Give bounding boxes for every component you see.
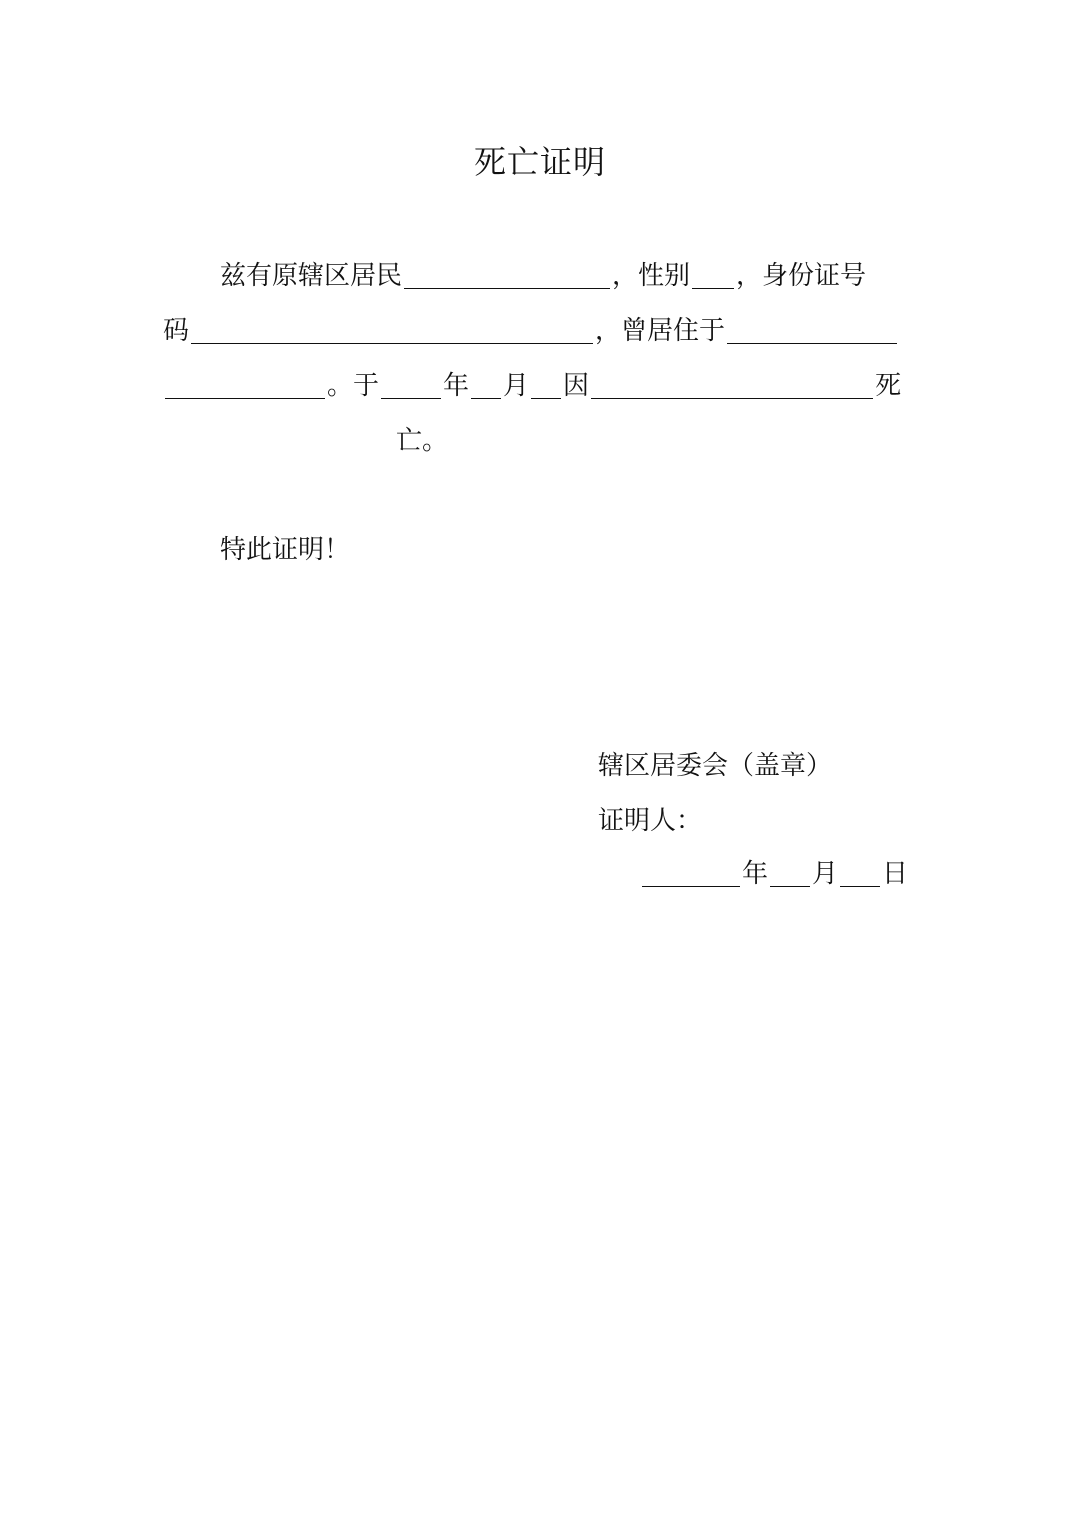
signature-date-line <box>640 856 908 892</box>
sign-month-label: 月 <box>812 859 839 889</box>
certifier-line <box>598 803 702 839</box>
body-line-1 <box>220 258 866 294</box>
cause-blank <box>591 372 873 399</box>
resident-prefix-text: 兹有原辖区居民 <box>220 261 403 291</box>
sign-year-blank <box>642 860 740 887</box>
closing-text: 特此证明！ <box>220 535 351 565</box>
id-number-blank <box>191 317 593 344</box>
sign-day-label: 日 <box>882 859 909 889</box>
gender-blank <box>692 262 734 289</box>
body-line-4 <box>396 423 448 459</box>
resident-name-blank <box>404 262 610 289</box>
id-label-continued-text: 码 <box>163 316 190 346</box>
death-month-blank <box>471 372 501 399</box>
residence-label-text: ，曾居住于 <box>595 316 726 346</box>
death-text-part1: 死 <box>875 371 902 401</box>
gender-label-text: ，性别 <box>612 261 691 291</box>
death-text-part2: 亡。 <box>396 426 449 456</box>
committee-seal-text: 辖区居委会（盖章） <box>598 751 833 781</box>
date-intro-text: 。于 <box>327 371 380 401</box>
document-title: 死亡证明 <box>473 143 606 181</box>
death-day-blank <box>531 372 561 399</box>
sign-day-blank <box>840 860 880 887</box>
id-label-text: ，身份证号 <box>736 261 867 291</box>
month-label: 月 <box>503 371 530 401</box>
year-label: 年 <box>443 371 470 401</box>
cause-label: 因 <box>563 371 590 401</box>
closing-line <box>220 532 350 568</box>
committee-line <box>598 748 832 784</box>
certifier-label: 证明人： <box>598 806 703 836</box>
residence-blank-2 <box>165 372 325 399</box>
body-line-3 <box>163 368 901 404</box>
residence-blank-1 <box>727 317 897 344</box>
sign-month-blank <box>770 860 810 887</box>
death-year-blank <box>381 372 441 399</box>
sign-year-label: 年 <box>742 859 769 889</box>
body-line-2 <box>163 313 899 349</box>
